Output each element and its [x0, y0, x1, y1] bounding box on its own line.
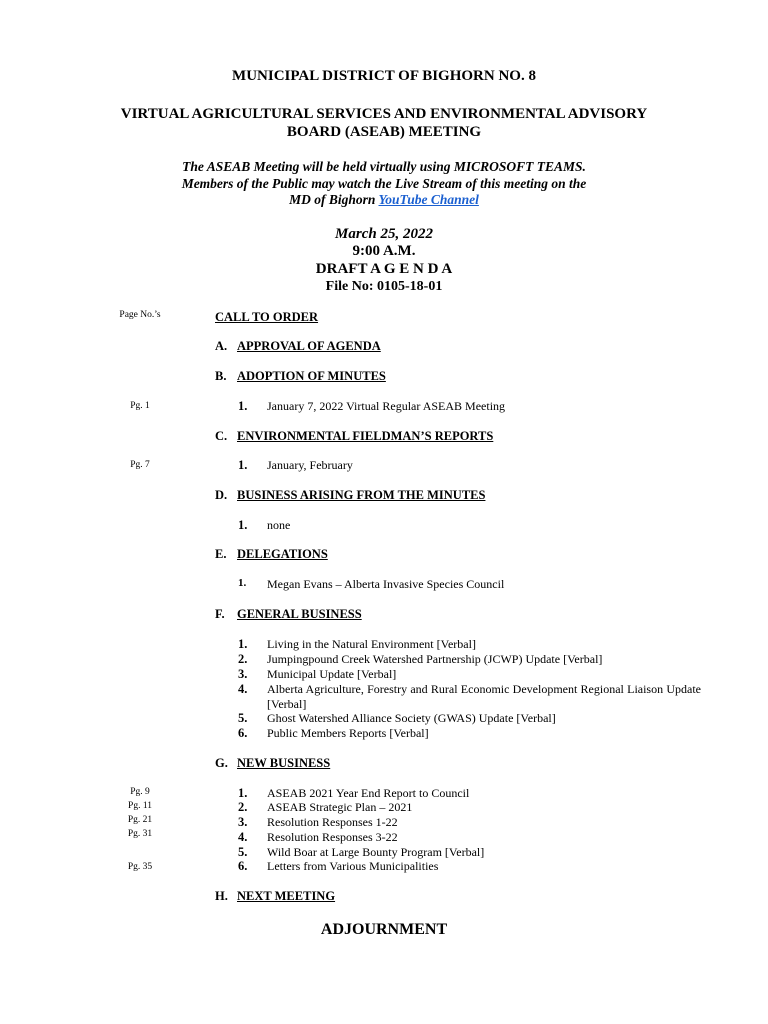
section-h-title: NEXT MEETING	[237, 889, 336, 903]
notice-line1: The ASEAB Meeting will be held virtually using MICROSOFT TEAMS.	[182, 159, 586, 174]
item-number: 3.	[238, 815, 248, 829]
section-g-letter: G.	[215, 756, 228, 770]
section-d-letter: D.	[215, 488, 228, 502]
item-number: 1.	[238, 637, 248, 651]
notice-line2: Members of the Public may watch the Live Stream of this meeting on the	[181, 176, 587, 191]
section-g-title: NEW BUSINESS	[237, 756, 331, 770]
item-number: 5.	[238, 711, 248, 725]
page-ref: Pg. 1	[130, 401, 150, 411]
agenda-item: Megan Evans – Alberta Invasive Species Council	[267, 577, 505, 591]
item-number: 2.	[238, 652, 248, 666]
call-to-order-heading: CALL TO ORDER	[215, 310, 319, 324]
section-e-title: DELEGATIONS	[237, 547, 328, 561]
page-ref: Pg. 21	[127, 815, 153, 825]
page-ref: Pg. 9	[130, 787, 150, 797]
meeting-title-line2: BOARD (ASEAB) MEETING	[286, 124, 482, 140]
page-ref: Pg. 7	[130, 460, 150, 470]
agenda-item: Alberta Agriculture, Forestry and Rural Economic Development Regional Liaison Update [Verbal]	[267, 682, 701, 711]
section-h-letter: H.	[215, 889, 228, 903]
section-b-title: ADOPTION OF MINUTES	[237, 369, 386, 383]
agenda-item: January 7, 2022 Virtual Regular ASEAB Meeting	[267, 399, 506, 413]
agenda-item: Municipal Update [Verbal]	[267, 667, 397, 681]
section-f-title: GENERAL BUSINESS	[237, 607, 362, 621]
agenda-item: Living in the Natural Environment [Verbal]	[267, 637, 476, 651]
agenda-item: Letters from Various Municipalities	[267, 859, 439, 873]
agenda-item: ASEAB 2021 Year End Report to Council	[267, 786, 470, 800]
meeting-time: 9:00 A.M.	[352, 243, 416, 259]
section-c-letter: C.	[215, 429, 228, 443]
item-number: 6.	[238, 859, 248, 873]
section-b-letter: B.	[215, 369, 227, 383]
agenda-item: ASEAB Strategic Plan – 2021	[267, 800, 413, 814]
item-number: 1.	[238, 399, 248, 413]
agenda-item: Jumpingpound Creek Watershed Partnership (JCWP) Update [Verbal]	[267, 652, 603, 666]
agenda-item: Resolution Responses 3-22	[267, 830, 398, 844]
item-number: 1.	[238, 577, 247, 589]
item-number: 4.	[238, 682, 248, 696]
section-e-letter: E.	[215, 547, 227, 561]
item-number: 3.	[238, 667, 248, 681]
meeting-date: March 25, 2022	[335, 226, 433, 242]
item-number: 1.	[238, 458, 248, 472]
notice-line3	[0, 192, 768, 208]
notice-line3-prefix: MD of Bighorn	[289, 192, 376, 207]
page-ref: Pg. 11	[128, 801, 152, 811]
agenda-item: Public Members Reports [Verbal]	[267, 726, 429, 740]
item-number: 2.	[238, 800, 248, 814]
item-number: 1.	[238, 786, 248, 800]
agenda-item: Wild Boar at Large Bounty Program [Verbal]	[267, 845, 485, 859]
adjournment-heading: ADJOURNMENT	[320, 921, 448, 938]
page-ref: Pg. 35	[127, 862, 153, 872]
section-a-title: APPROVAL OF AGENDA	[237, 339, 381, 353]
item-number: 6.	[238, 726, 248, 740]
meeting-title-line1: VIRTUAL AGRICULTURAL SERVICES AND ENVIRONMENTAL ADVISORY	[120, 106, 648, 122]
item-number: 4.	[238, 830, 248, 844]
district-name: MUNICIPAL DISTRICT OF BIGHORN NO. 8	[232, 68, 536, 84]
page-column-header: Page No.’s	[119, 310, 161, 320]
agenda-item: Resolution Responses 1-22	[267, 815, 398, 829]
item-number: 1.	[238, 518, 248, 532]
file-number: File No: 0105-18-01	[325, 279, 443, 294]
youtube-channel-link[interactable]: YouTube Channel	[378, 192, 479, 207]
section-d-title: BUSINESS ARISING FROM THE MINUTES	[237, 488, 486, 502]
item-number: 5.	[238, 845, 248, 859]
section-f-letter: F.	[215, 607, 225, 621]
page-ref: Pg. 31	[127, 829, 153, 839]
agenda-item: none	[267, 518, 291, 532]
agenda-heading: DRAFT A G E N D A	[315, 261, 453, 277]
agenda-item: January, February	[267, 458, 353, 472]
section-a-letter: A.	[215, 339, 228, 353]
agenda-item: Ghost Watershed Alliance Society (GWAS) Update [Verbal]	[267, 711, 556, 725]
section-c-title: ENVIRONMENTAL FIELDMAN’S REPORTS	[237, 429, 494, 443]
